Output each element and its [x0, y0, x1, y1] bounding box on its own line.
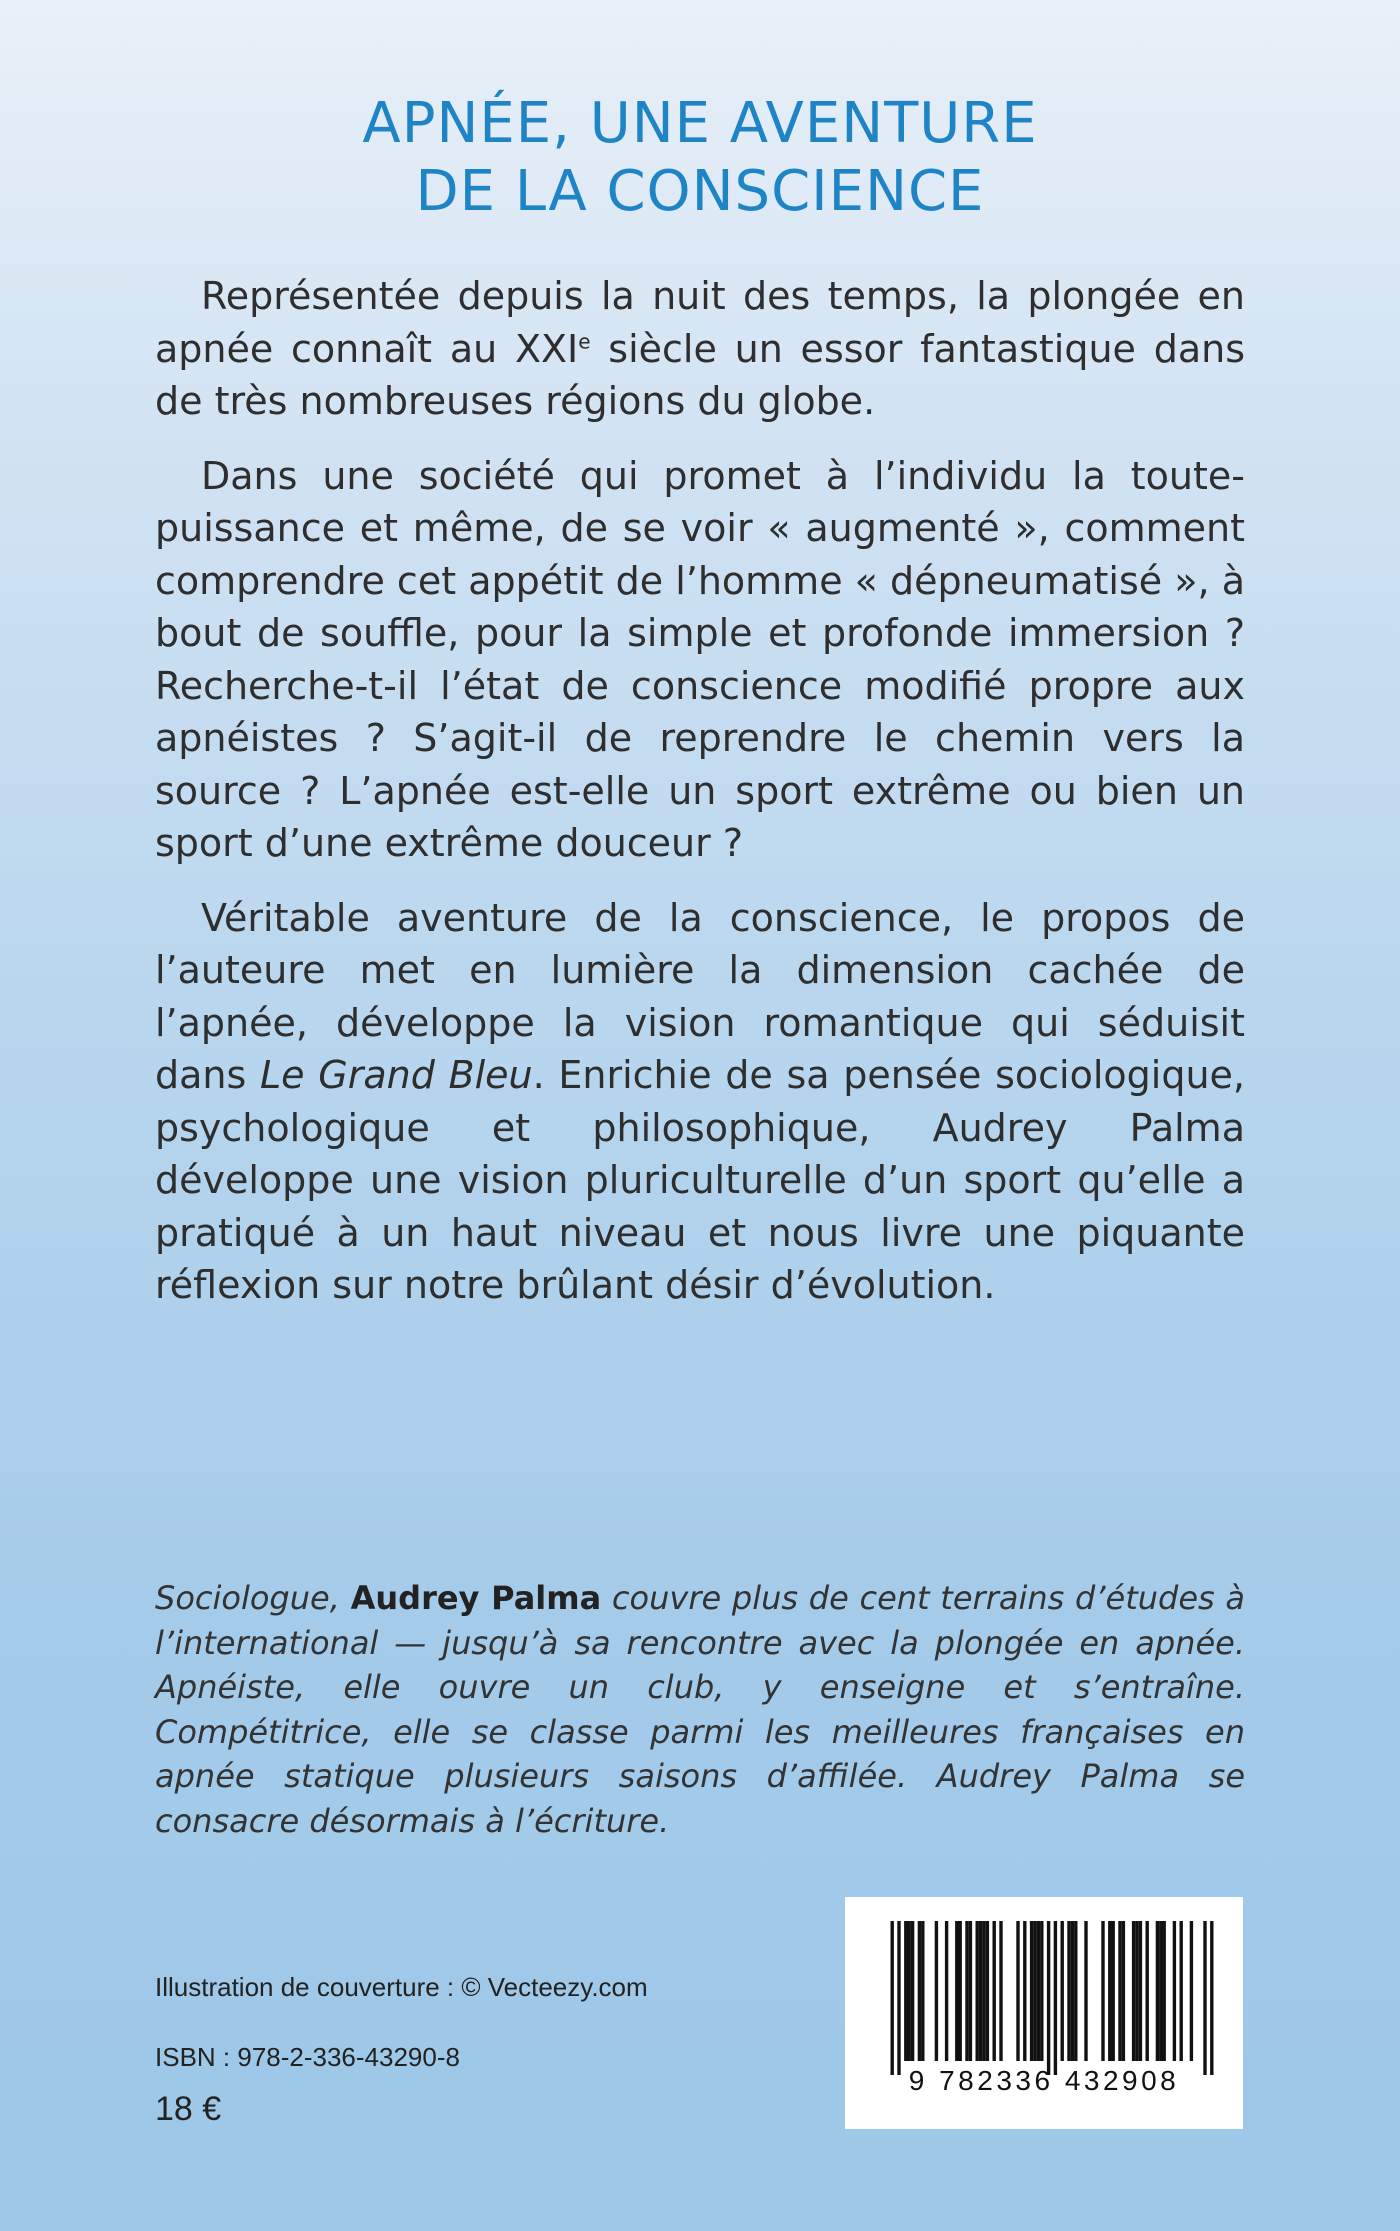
barcode-bar [1047, 1921, 1050, 2075]
barcode-bar [969, 1921, 972, 2061]
barcode-bar [1067, 1921, 1070, 2061]
barcode-bar [1180, 1921, 1183, 2061]
barcode-bar [1118, 1921, 1121, 2061]
barcode-bar [1173, 1921, 1176, 2061]
price: 18 € [155, 2090, 222, 2128]
book-title-line-2: DE LA CONSCIENCE [415, 159, 985, 224]
author-bio-lead: Sociologue, [155, 1579, 351, 1617]
barcode-bar [1156, 1921, 1159, 2061]
barcode-bar [1071, 1921, 1074, 2061]
barcode-bar [993, 1921, 996, 2061]
barcode-bar [986, 1921, 989, 2061]
barcode-bar [1139, 1921, 1142, 2061]
blurb-paragraph-1-text: Représentée depuis la nuit des temps, la plongée en apnée connaît au XXI [155, 274, 1245, 371]
barcode-bar [1210, 1921, 1213, 2075]
century-superscript: e [578, 328, 591, 353]
barcode-bar [979, 1921, 982, 2061]
barcode-bar [1033, 1921, 1036, 2061]
barcode-bar [1040, 1921, 1043, 2061]
barcode-bar [908, 1921, 911, 2061]
blurb [155, 270, 1245, 1334]
barcode-bar [999, 1921, 1002, 2061]
barcode-bar [1084, 1921, 1087, 2061]
barcode-bar [904, 1921, 907, 2061]
blurb-paragraph-1-text-end: siècle un essor fantastique dans de très nombreuses régions du globe. [155, 326, 1245, 423]
barcode-bar [1190, 1921, 1193, 2061]
blurb-paragraph-3-text: Véritable aventure de la conscience, le propos de l’auteure met en lumière la dimension cachée de l’apnée, développe la vision romantique qui séduisit dans [155, 895, 1245, 1097]
barcode-bar [1112, 1921, 1115, 2061]
barcode-bar [1037, 1921, 1040, 2061]
barcode-bar [1132, 1921, 1135, 2061]
barcode-bar [1054, 1921, 1057, 2075]
blurb-paragraph-2: Dans une société qui promet à l’individu la toute-puissance et même, de se voir « augmenté », comment comprendre cet appétit de l’homme « dépneumatisé », à bout de souffle, pour la simple et profonde immersion ? Recherche-t-il l’état de conscience modifié propre aux apnéistes ? S’agit-il de reprendre le chemin vers la source ? L’apnée est-elle un sport extrême ou bien un sport d’une extrême douceur ? [155, 453, 1245, 865]
barcode-bar [1163, 1921, 1166, 2061]
barcode-bar [1159, 1921, 1162, 2061]
author-name: Audrey Palma [350, 1579, 602, 1617]
blurb-paragraph-3-text-end: . Enrichie de sa pensée sociologique, psychologique et philosophique, Audrey Palma développe une vision pluriculturelle d’un sport qu’elle a pratiqué à un haut niveau et nous livre une piquante réflexion sur notre brûlant désir d’évolution. [155, 1053, 1246, 1307]
film-title: Le Grand Bleu [260, 1053, 533, 1097]
barcode-bar [921, 1921, 924, 2061]
barcode-bar [1061, 1921, 1064, 2061]
barcode-bar [918, 1921, 921, 2061]
barcode-bar [1203, 1921, 1206, 2075]
barcode-bar [1023, 1921, 1026, 2061]
book-title-line-1: APNÉE, UNE AVENTURE [362, 91, 1038, 156]
barcode-bar [976, 1921, 979, 2061]
barcode-bar [959, 1921, 962, 2061]
isbn: ISBN : 978-2-336-43290-8 [155, 2042, 460, 2072]
barcode-bar [965, 1921, 968, 2061]
barcode-bar [1146, 1921, 1149, 2061]
author-bio-text: couvre plus de cent terrains d’études à l’international — jusqu’à sa rencontre avec la plongée en apnée. Apnéiste, elle ouvre un club, y enseigne et s’entraîne. Compétitrice, elle se classe parmi les meilleures françaises en apnée statique plusieurs saisons d’affilée. Audrey Palma se consacre désormais à l’écriture. [155, 1579, 1246, 1840]
barcode-bar [911, 1921, 914, 2061]
barcode-bar [935, 1921, 938, 2061]
barcode-bar [1030, 1921, 1033, 2061]
author-bio [155, 1576, 1245, 1843]
barcode-bar [1108, 1921, 1111, 2061]
barcode-bar [982, 1921, 985, 2061]
barcode-bar [891, 1921, 894, 2075]
barcode-bar [1074, 1921, 1077, 2061]
barcode-bar [897, 1921, 900, 2075]
blurb-paragraph-3 [155, 892, 1245, 1312]
blurb-paragraph-1 [155, 270, 1245, 428]
barcode-bar [1122, 1921, 1125, 2061]
barcode-digits: 9 782336 432908 [908, 2065, 1180, 2096]
barcode-bar [945, 1921, 948, 2061]
barcode [845, 1897, 1243, 2129]
barcode-bar [1135, 1921, 1138, 2061]
cover-illustration-credit: Illustration de couverture : © Vecteezy.com [155, 1972, 648, 2002]
book-title [0, 90, 1400, 226]
barcode-bar [1101, 1921, 1104, 2061]
barcode-bar [955, 1921, 958, 2061]
barcode-bar [1016, 1921, 1019, 2061]
